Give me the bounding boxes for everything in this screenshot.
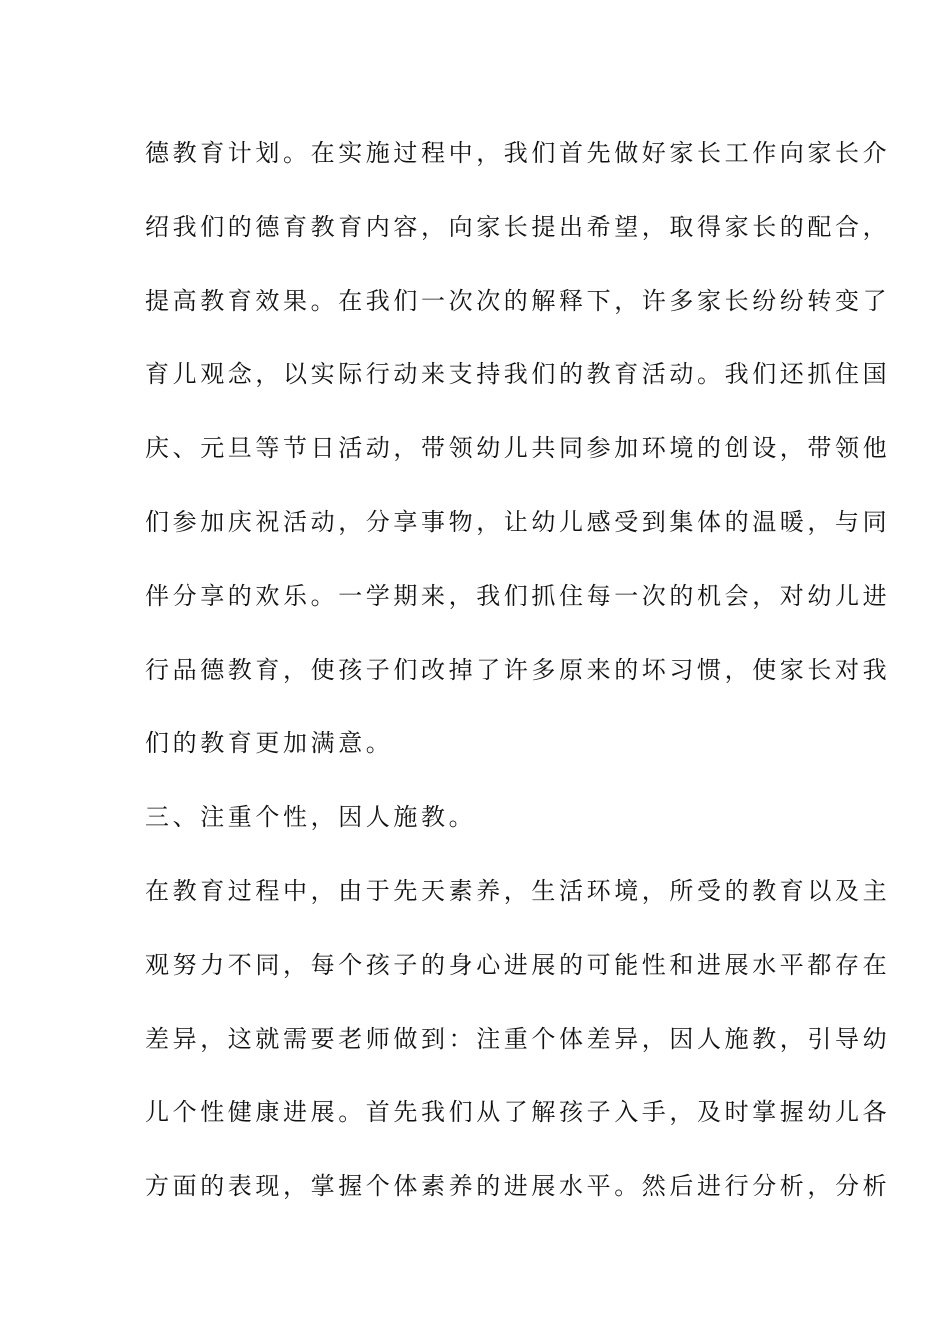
text-line: 方面的表现，掌握个体素养的进展水平。然后进行分析，分析 [145, 1172, 891, 1201]
text-line: 提高教育效果。在我们一次次的解释下，许多家长纷纷转变了 [145, 286, 891, 315]
text-line: 们参加庆祝活动，分享事物，让幼儿感受到集体的温暖，与同 [145, 507, 891, 536]
text-line: 观努力不同，每个孩子的身心进展的可能性和进展水平都存在 [145, 950, 891, 979]
text-line: 行品德教育，使孩子们改掉了许多原来的坏习惯，使家长对我 [145, 655, 891, 684]
text-line: 差异，这就需要老师做到：注重个体差异，因人施教，引导幼 [145, 1024, 891, 1053]
text-line: 庆、元旦等节日活动，带领幼儿共同参加环境的创设，带领他 [145, 434, 891, 463]
text-line: 伴分享的欢乐。一学期来，我们抓住每一次的机会，对幼儿进 [145, 581, 891, 610]
text-line: 们的教育更加满意。 [145, 729, 394, 758]
document-body [145, 128, 891, 1235]
text-line: 德教育计划。在实施过程中，我们首先做好家长工作向家长介 [145, 139, 891, 167]
text-line: 儿个性健康进展。首先我们从了解孩子入手，及时掌握幼儿各 [145, 1098, 891, 1127]
text-line: 育儿观念，以实际行动来支持我们的教育活动。我们还抓住国 [145, 360, 891, 389]
text-line: 绍我们的德育教育内容，向家长提出希望，取得家长的配合， [145, 212, 891, 241]
text-line: 在教育过程中，由于先天素养，生活环境，所受的教育以及主 [145, 876, 891, 905]
section-heading: 三、注重个性，因人施教。 [145, 803, 477, 832]
